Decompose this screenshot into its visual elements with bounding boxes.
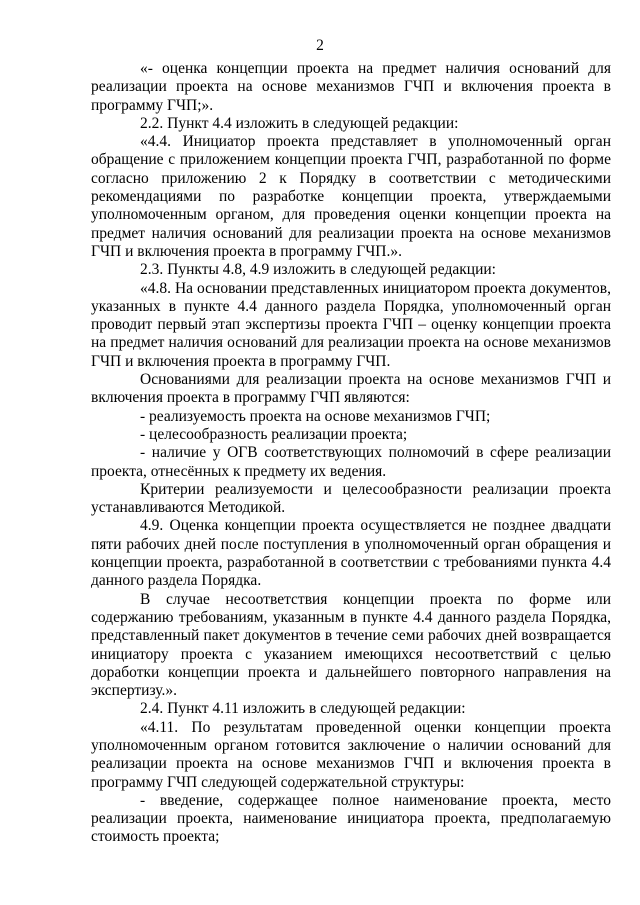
paragraph-item-4-8: «4.8. На основании представленных инициатором проекта документов, указанных в пункте 4.4 данного раздела Порядка, уполномоченный орган проводит первый этап экспертизы проекта ГЧП – оценку концепции проекта на предмет наличия оснований для реализации проекта на основе механизмов ГЧП и включения проекта в программу ГЧП. xyxy=(91,279,611,370)
paragraph-item-2-4: 2.4. Пункт 4.11 изложить в следующей редакции: xyxy=(140,700,466,718)
paragraph-list-item: - введение, содержащее полное наименование проекта, место реализации проекта, наименование инициатора проекта, предполагаемую стоимость проекта; xyxy=(91,791,611,846)
paragraph-list-item: - реализуемость проекта на основе механизмов ГЧП; xyxy=(140,407,491,425)
paragraph-item-2-3: 2.3. Пункты 4.8, 4.9 изложить в следующей редакции: xyxy=(140,261,496,279)
paragraph-grounds: Основаниями для реализации проекта на основе механизмов ГЧП и включения проекта в программу ГЧП являются: xyxy=(91,371,611,407)
paragraph-list-item: - наличие у ОГВ соответствующих полномочий в сфере реализации проекта, отнесённых к предмету их ведения. xyxy=(91,444,611,480)
page-number: 2 xyxy=(316,37,324,54)
paragraph-list-item: - целесообразность реализации проекта; xyxy=(140,425,408,443)
document-body xyxy=(91,60,611,847)
paragraph-item-4-9: 4.9. Оценка концепции проекта осуществляется не позднее двадцати пяти рабочих дней после поступления в уполномоченный орган обращения и концепции проекта, разработанной в соответствии с требованиями пункта 4.4 данного раздела Порядка. xyxy=(91,517,611,590)
paragraph-item-4-4: «4.4. Инициатор проекта представляет в уполномоченный орган обращение с приложением концепции проекта ГЧП, разработанной по форме согласно приложению 2 к Порядку в соответствии с методическими рекомендациями по разработке концепции проекта, утверждаемыми уполномоченным органом, для проведения оценки концепции проекта на предмет наличия оснований для реализации проекта на основе механизмов ГЧП и включения проекта в программу ГЧП.». xyxy=(91,133,611,260)
paragraph-criteria: Критерии реализуемости и целесообразности реализации проекта устанавливаются Методикой. xyxy=(91,480,611,517)
paragraph-item-4-11: «4.11. По результатам проведенной оценки концепции проекта уполномоченным органом готовится заключение о наличии оснований для реализации проекта на основе механизмов ГЧП и включения проекта в программу ГЧП следующей содержательной структуры: xyxy=(91,718,611,791)
paragraph-item-2-2: 2.2. Пункт 4.4 изложить в следующей редакции: xyxy=(140,114,459,132)
paragraph-noncompliance: В случае несоответствия концепции проекта по форме или содержанию требованиям, указанным в пункте 4.4 данного раздела Порядка, представленный пакет документов в течение семи рабочих дней возвращается инициатору проекта с указанием имеющихся несоответствий с целью доработки концепции проекта и дальнейшего повторного направления на экспертизу.». xyxy=(91,590,611,700)
paragraph-item-1: «- оценка концепции проекта на предмет наличия оснований для реализации проекта на основе механизмов ГЧП и включения проекта в программу ГЧП;». xyxy=(91,60,611,114)
